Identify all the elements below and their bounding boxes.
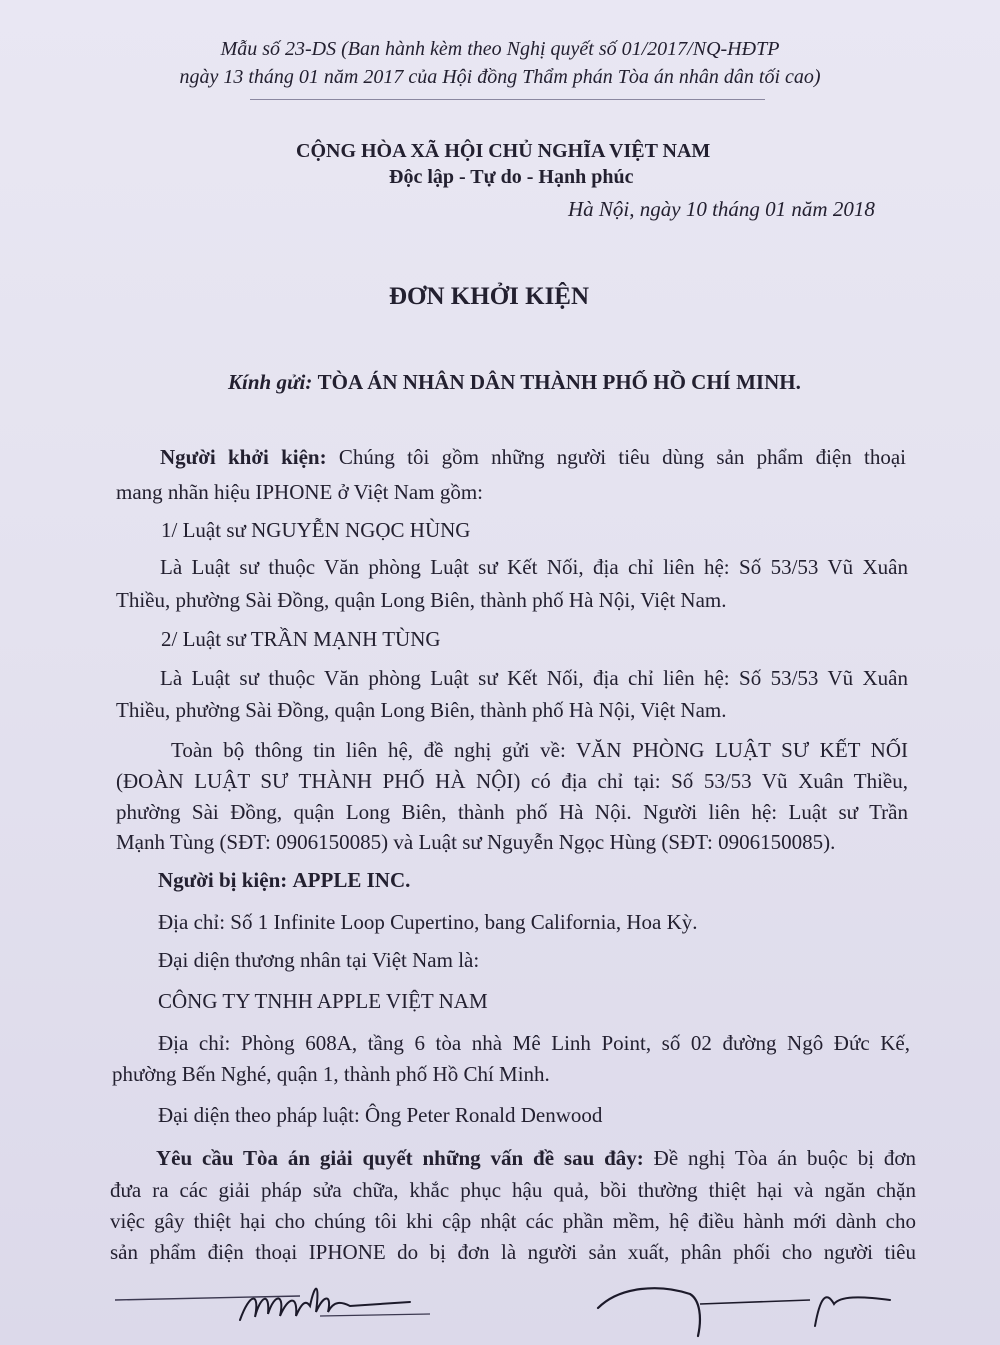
form-header-line-1: Mẫu số 23-DS (Ban hành kèm theo Nghị quyết số 01/2017/NQ-HĐTP [220, 38, 780, 60]
recipient-name: TÒA ÁN NHÂN DÂN THÀNH PHỐ HỒ CHÍ MINH. [317, 370, 801, 394]
plaintiff-label: Người khởi kiện: [160, 445, 327, 469]
national-motto: Độc lập - Tự do - Hạnh phúc [389, 166, 634, 188]
date-place: Hà Nội, ngày 10 tháng 01 năm 2018 [568, 197, 875, 221]
company-address-line-2: phường Bến Nghé, quận 1, thành phố Hồ Chí Minh. [112, 1062, 550, 1086]
contact-line-2: (ĐOÀN LUẬT SƯ THÀNH PHỐ HÀ NỘI) có địa chỉ tại: Số 53/53 Vũ Xuân Thiều, [116, 769, 908, 793]
contact-line-3: phường Sài Đồng, quận Long Biên, thành phố Hà Nội. Người liên hệ: Luật sư Trần [116, 800, 908, 824]
plaintiff-intro-line-2: mang nhãn hiệu IPHONE ở Việt Nam gồm: [116, 480, 483, 504]
plaintiff-1-address-line-1: Là Luật sư thuộc Văn phòng Luật sư Kết Nối, địa chỉ liên hệ: Số 53/53 Vũ Xuân [160, 555, 908, 579]
contact-line-4: Mạnh Tùng (SĐT: 0906150085) và Luật sư Nguyễn Ngọc Hùng (SĐT: 0906150085). [116, 830, 836, 854]
signature-right [590, 1278, 900, 1340]
plaintiff-intro-line-1 [160, 444, 906, 470]
signature-left [110, 1272, 440, 1332]
request-line-1-text: Đề nghị Tòa án buộc bị đơn [653, 1146, 917, 1170]
plaintiff-1-name: 1/ Luật sư NGUYỄN NGỌC HÙNG [161, 518, 471, 542]
request-line-4: sản phẩm điện thoại IPHONE do bị đơn là người sản xuất, phân phối cho người tiêu [110, 1240, 916, 1264]
plaintiff-2-name: 2/ Luật sư TRẦN MẠNH TÙNG [161, 627, 441, 651]
defendant-rep-intro: Đại diện thương nhân tại Việt Nam là: [158, 948, 480, 972]
national-title: CỘNG HÒA XÃ HỘI CHỦ NGHĨA VIỆT NAM [296, 140, 711, 162]
contact-line-1: Toàn bộ thông tin liên hệ, đề nghị gửi về: VĂN PHÒNG LUẬT SƯ KẾT NỐI [171, 738, 908, 762]
request-line-3: việc gây thiệt hại cho chúng tôi khi cập nhật các phần mềm, hệ điều hành mới dành cho [110, 1209, 916, 1233]
recipient-label: Kính gửi: [228, 370, 313, 394]
defendant-name: APPLE INC. [292, 868, 411, 892]
request-label: Yêu cầu Tòa án giải quyết những vấn đề sau đây: [156, 1146, 644, 1170]
company-address-line-1: Địa chỉ: Phòng 608A, tầng 6 tòa nhà Mê Linh Point, số 02 đường Ngô Đức Kế, [158, 1031, 910, 1055]
recipient-line [228, 369, 801, 395]
plaintiff-2-address-line-1: Là Luật sư thuộc Văn phòng Luật sư Kết Nối, địa chỉ liên hệ: Số 53/53 Vũ Xuân [160, 666, 908, 690]
request-line-1 [156, 1145, 916, 1171]
plaintiff-1-address-line-2: Thiều, phường Sài Đồng, quận Long Biên, thành phố Hà Nội, Việt Nam. [116, 588, 727, 612]
defendant-label: Người bị kiện: [158, 868, 288, 892]
legal-representative: Đại diện theo pháp luật: Ông Peter Ronald Denwood [158, 1103, 603, 1127]
request-line-2: đưa ra các giải pháp sửa chữa, khắc phục hậu quả, bồi thường thiệt hại và ngăn chặn [110, 1178, 916, 1202]
header-divider [250, 99, 765, 100]
defendant-line [158, 867, 410, 893]
defendant-company: CÔNG TY TNHH APPLE VIỆT NAM [158, 989, 488, 1013]
defendant-address: Địa chỉ: Số 1 Infinite Loop Cupertino, bang California, Hoa Kỳ. [158, 910, 698, 934]
document-title: ĐƠN KHỞI KIỆN [389, 283, 590, 310]
plaintiff-intro-text: Chúng tôi gồm những người tiêu dùng sản phẩm điện thoại [338, 445, 907, 469]
plaintiff-2-address-line-2: Thiều, phường Sài Đồng, quận Long Biên, thành phố Hà Nội, Việt Nam. [116, 698, 727, 722]
form-header-line-2: ngày 13 tháng 01 năm 2017 của Hội đồng Thẩm phán Tòa án nhân dân tối cao) [179, 66, 821, 88]
